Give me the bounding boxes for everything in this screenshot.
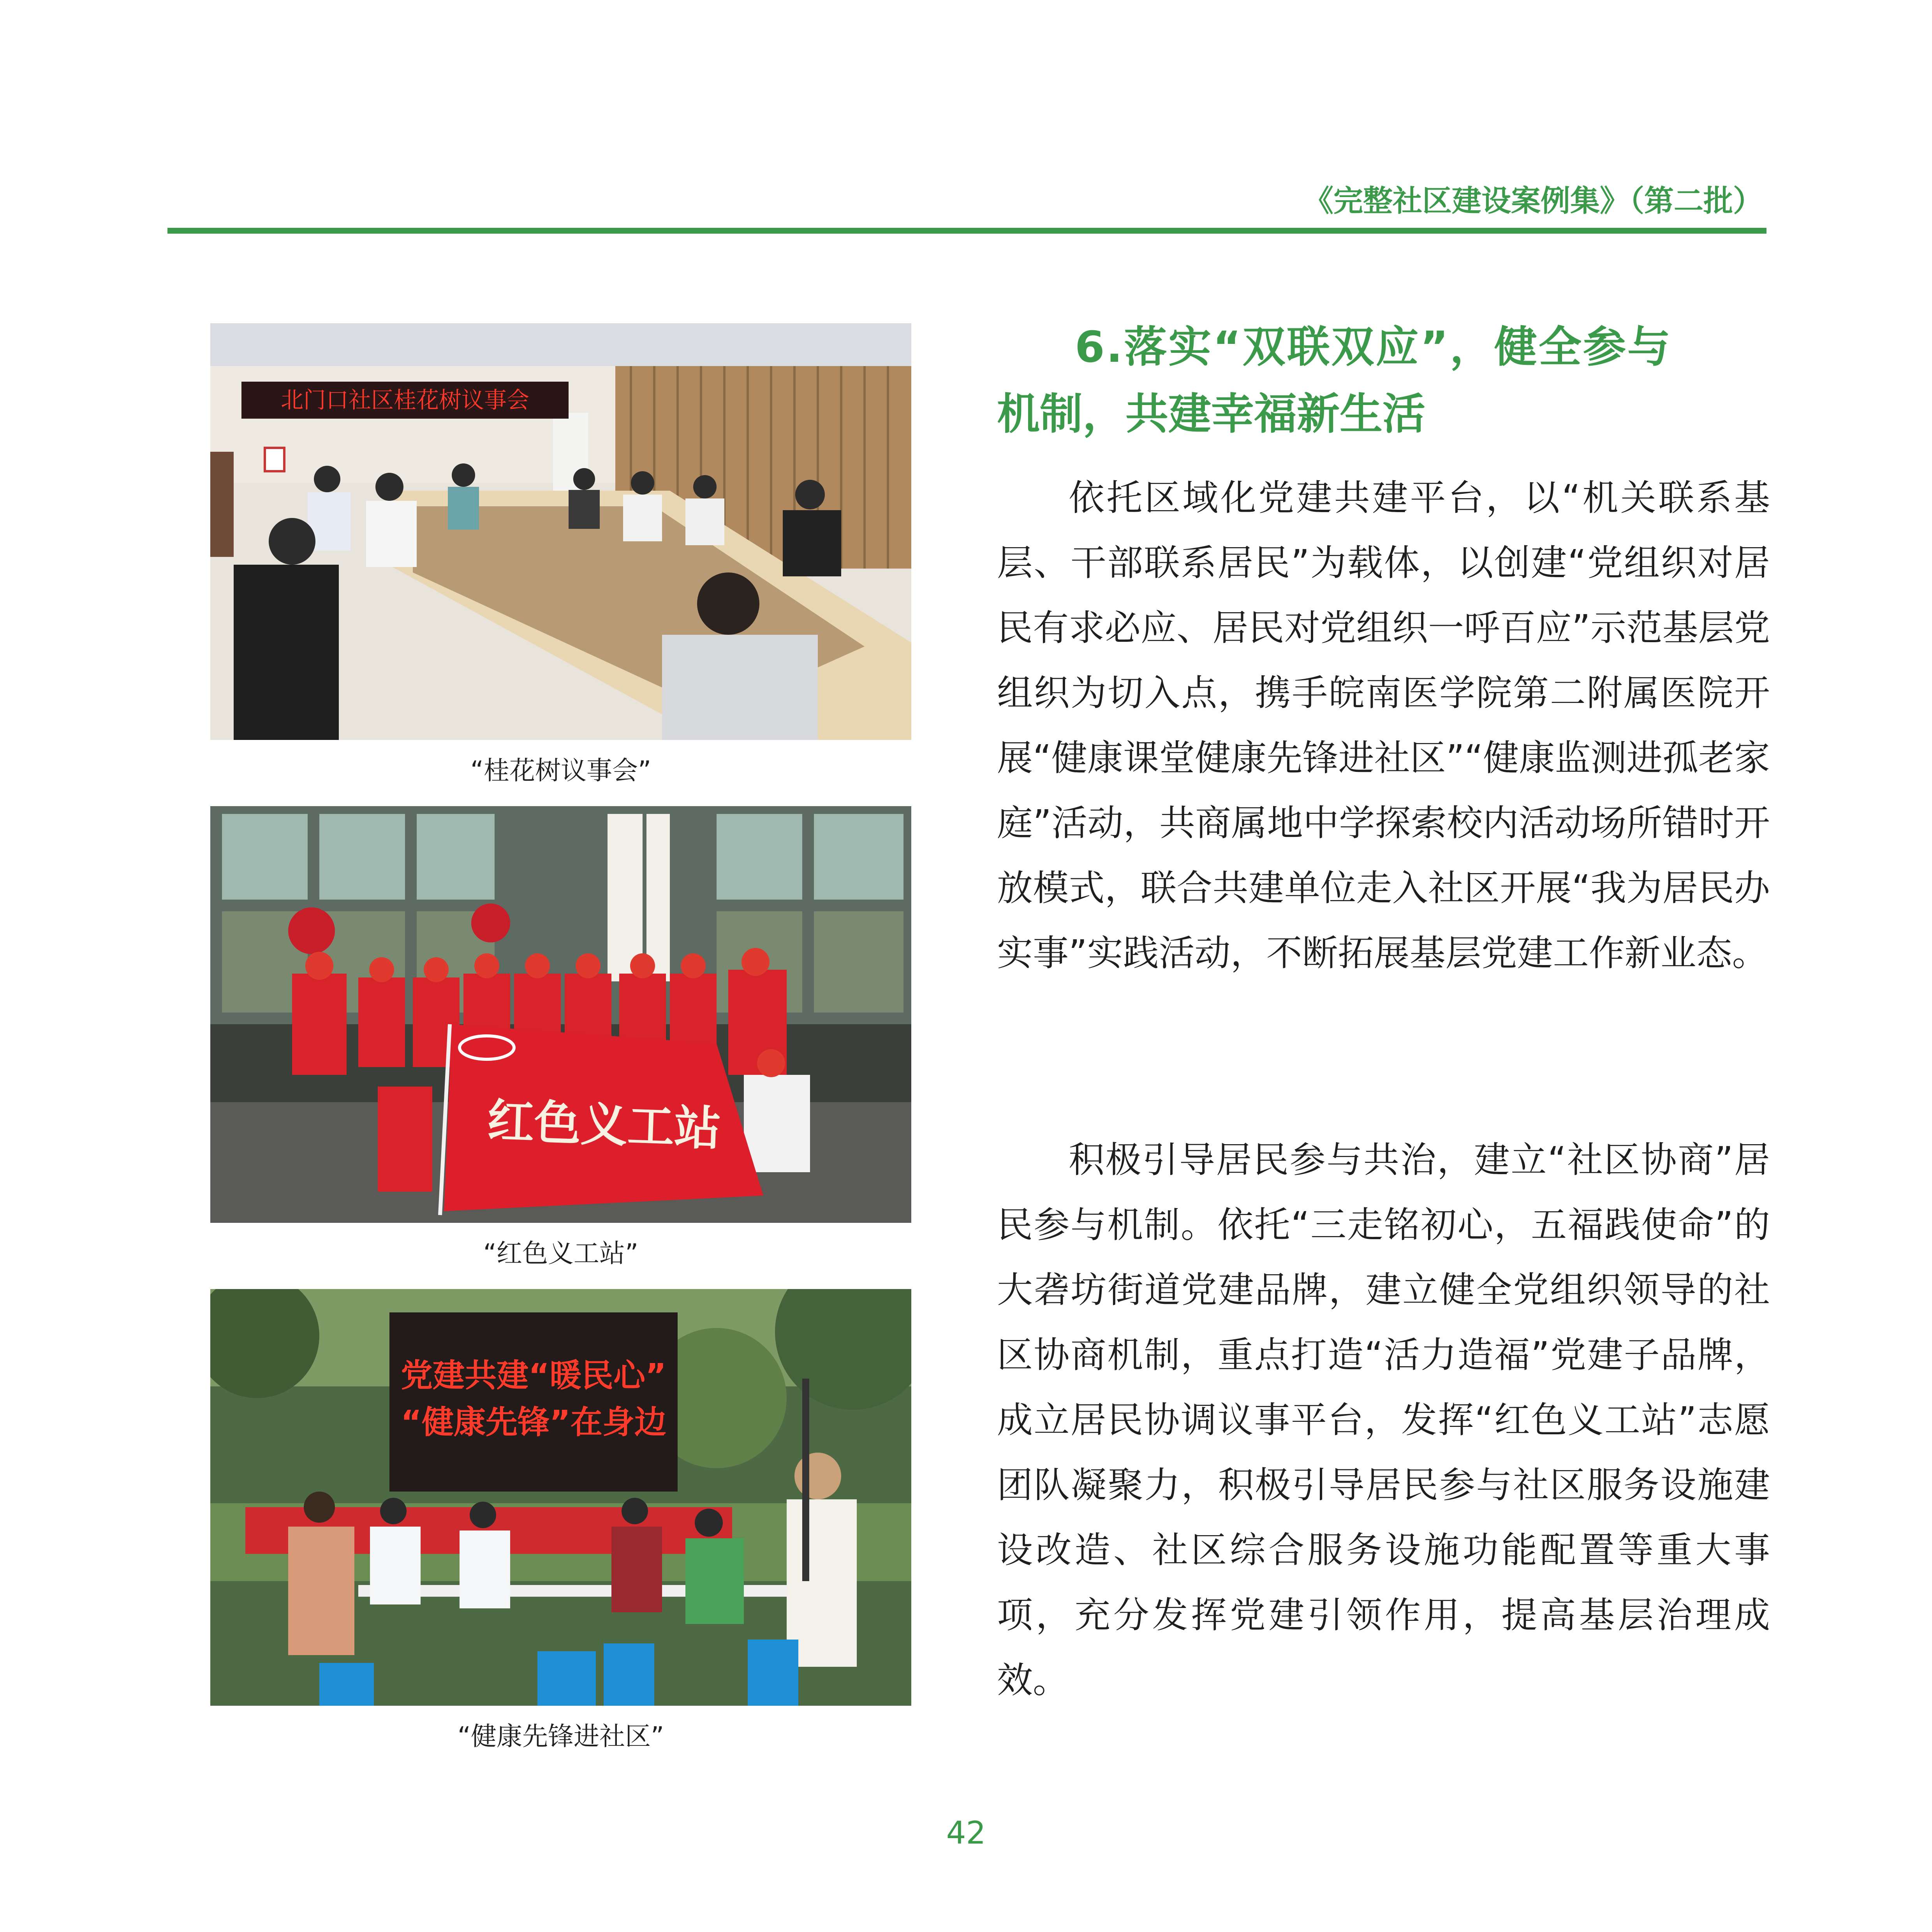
photo-volunteers-caption: “红色义工站” [483, 1238, 639, 1268]
header-divider [167, 228, 1766, 234]
section-heading-line1: 6.落实“双联双应”，健全参与 [1075, 322, 1672, 372]
photo-health-event [210, 1289, 911, 1706]
health-led-sign-line2: “健康先锋”在身边 [401, 1404, 666, 1441]
photo-health-event-caption: “健康先锋进社区” [457, 1721, 664, 1751]
section-heading [997, 313, 1770, 447]
body-paragraph-1: 依托区域化党建共建平台，以“机关联系基层、干部联系居民”为载体，以创建“党组织对居民有求必应、居民对党组织一呼百应”示范基层党组织为切入点，携手皖南医学院第二附属医院开展“健康课堂健康先锋进社区”“健康监测进孤老家庭”活动，共商属地中学探索校内活动场所错时开放模式，联合共建单位走入社区开展“我为居民办实事”实践活动，不断拓展基层党建工作新业态。 [997, 477, 1770, 974]
page-number: 42 [946, 1815, 986, 1851]
volunteer-flag-text: 红色义工站 [486, 1093, 722, 1157]
document-header-title: 《完整社区建设案例集》（第二批） [1304, 183, 1763, 218]
meeting-led-banner: 北门口社区桂花树议事会 [280, 387, 530, 413]
health-led-sign-line1: 党建共建“暖民心” [401, 1357, 666, 1394]
body-paragraph-2: 积极引导居民参与共治，建立“社区协商”居民参与机制。依托“三走铭初心，五福践使命”的大砻坊街道党建品牌，建立健全党组织领导的社区协商机制，重点打造“活力造福”党建子品牌，成立居民协调议事平台，发挥“红色义工站”志愿团队凝聚力，积极引导居民参与社区服务设施建设改造、社区综合服务设施功能配置等重大事项，充分发挥党建引领作用，提高基层治理成效。 [997, 1139, 1770, 1701]
section-heading-line2: 机制，共建幸福新生活 [997, 389, 1425, 439]
photo-meeting-caption: “桂花树议事会” [470, 756, 652, 785]
photo-volunteers [210, 806, 911, 1223]
photo-meeting [210, 323, 911, 740]
